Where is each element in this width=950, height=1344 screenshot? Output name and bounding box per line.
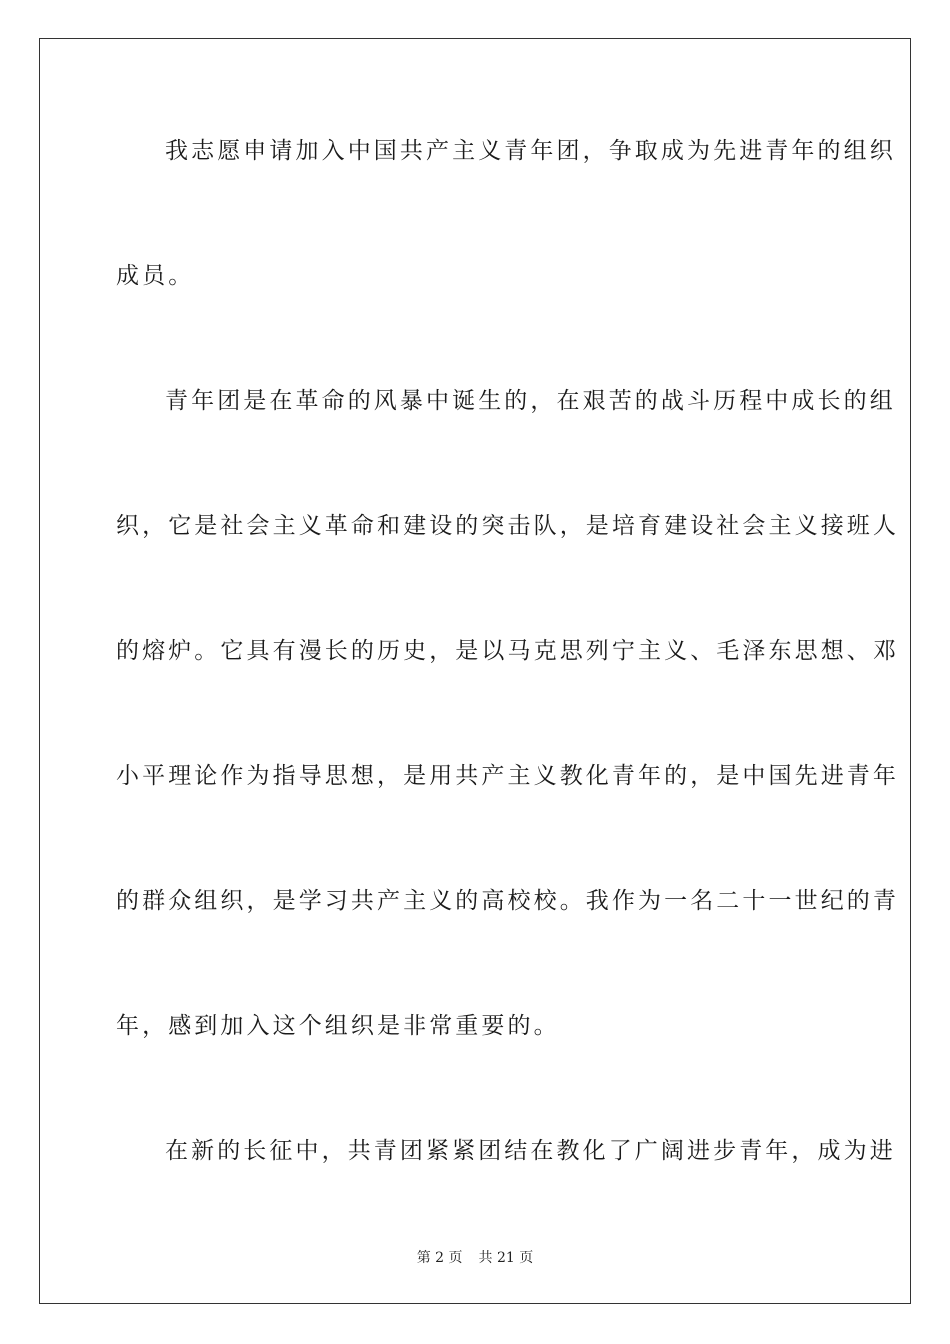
text-line: 的群众组织，是学习共产主义的高校校。我作为一名二十一世纪的青 — [116, 888, 899, 914]
page-footer — [0, 1247, 950, 1267]
text-line: 我志愿申请加入中国共产主义青年团，争取成为先进青年的组织 — [165, 138, 896, 164]
document-body — [116, 110, 899, 1235]
text-line: 织，它是社会主义革命和建设的突击队，是培育建设社会主义接班人 — [116, 513, 899, 539]
page-total: 共 21 页 — [478, 1250, 534, 1266]
text-line: 青年团是在革命的风暴中诞生的，在艰苦的战斗历程中成长的组 — [165, 388, 896, 414]
text-line: 的熔炉。它具有漫长的历史，是以马克思列宁主义、毛泽东思想、邓 — [116, 638, 899, 664]
text-line: 成员。 — [116, 263, 195, 289]
text-line: 在新的长征中，共青团紧紧团结在教化了广阔进步青年，成为进 — [165, 1138, 896, 1164]
text-line: 年，感到加入这个组织是非常重要的。 — [116, 1013, 560, 1039]
text-line: 小平理论作为指导思想，是用共产主义教化青年的，是中国先进青年 — [116, 763, 899, 789]
page-number: 第 2 页 — [416, 1250, 463, 1266]
